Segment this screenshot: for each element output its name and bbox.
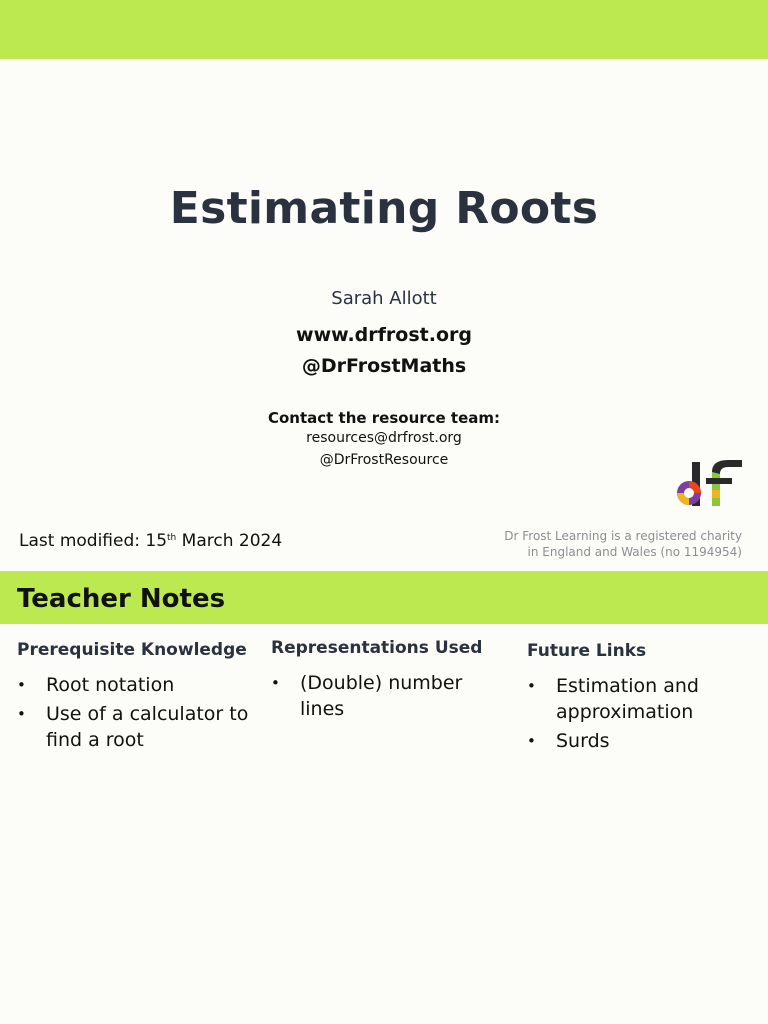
website-link[interactable]: www.drfrost.org [296, 324, 472, 346]
last-modified: Last modified: 15th March 2024 [19, 531, 283, 551]
twitter-handle[interactable]: @DrFrostMaths [301, 355, 467, 377]
column-heading: Representations Used [271, 638, 483, 658]
drfrost-logo [676, 458, 746, 508]
charity-notice: Dr Frost Learning is a registered charity in England and Wales (no 1194954) [504, 529, 742, 559]
author-name: Sarah Allott [331, 288, 437, 309]
list-item: • Surds [527, 730, 610, 752]
list-item: • Estimation and approximation [527, 675, 699, 723]
list-item: • Root notation [17, 674, 175, 696]
contact-email[interactable]: resources@drfrost.org [306, 430, 462, 446]
contact-heading: Contact the resource team: [267, 409, 501, 427]
future-links-column [527, 641, 747, 757]
teacher-notes-title: Teacher Notes [17, 584, 226, 614]
column-heading: Prerequisite Knowledge [17, 640, 247, 660]
prerequisite-column [17, 640, 257, 756]
contact-handle[interactable]: @DrFrostResource [319, 452, 449, 468]
top-accent-bar [0, 0, 768, 59]
list-item: • (Double) number lines [271, 672, 463, 720]
representations-column [271, 638, 491, 725]
page-title: Estimating Roots [169, 183, 599, 234]
column-heading: Future Links [527, 641, 647, 661]
list-item: • Use of a calculator to find a root [17, 703, 249, 751]
